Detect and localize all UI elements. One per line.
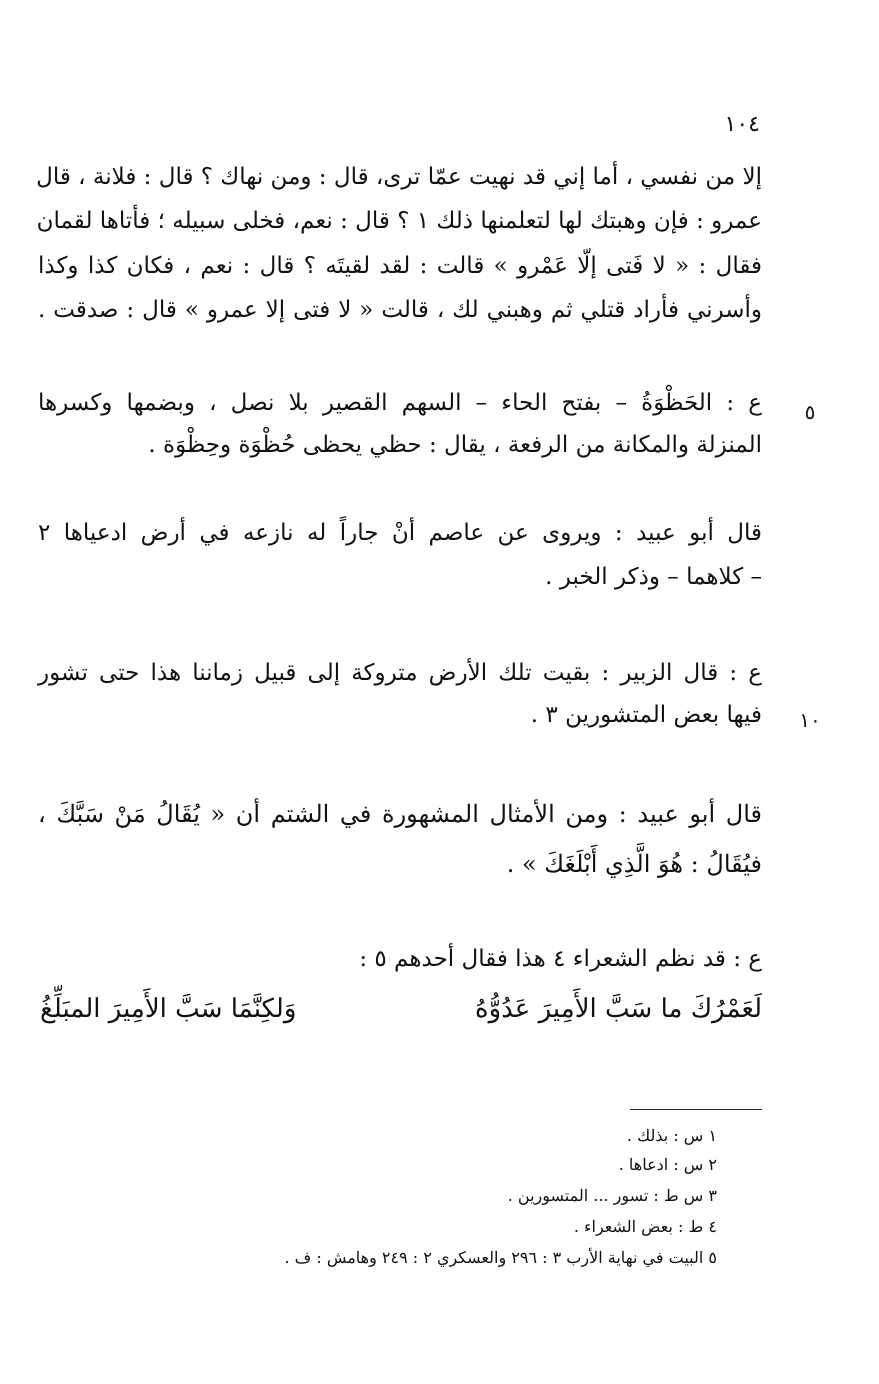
paragraph-1-line-3: فقال : « لا فَتى إلّا عَمْرو » قالت : لقد لقيتَه ؟ قال : نعم ، فكان كذا وكذا — [38, 253, 762, 279]
paragraph-5-line-2: فيُقَالُ : هُوَ الَّذِي أَبْلَغَكَ » . — [506, 850, 762, 878]
verse-first-hemistich: لَعَمْرُكَ ما سَبَّ الأَمِيرَ عَدُوُّهُ — [474, 994, 762, 1024]
margin-line-number-10: ١٠ — [799, 708, 821, 732]
margin-line-number-5: ٥ — [804, 400, 816, 424]
paragraph-2-line-2: المنزلة والمكانة من الرفعة ، يقال : حظي يحظى حُظْوَة وحِظْوَة . — [148, 432, 762, 458]
verse-second-hemistich: وَلكِنَّمَا سَبَّ الأَمِيرَ المبَلِّغُ — [40, 994, 297, 1024]
paragraph-4-line-2: فيها بعض المتشورين ٣ . — [530, 702, 762, 728]
page-number: ١٠٤ — [724, 112, 760, 137]
paragraph-5-line-1: قال أبو عبيد : ومن الأمثال المشهورة في الشتم أن « يُقَالُ مَنْ سَبَّكَ ، — [38, 800, 762, 828]
paragraph-1-line-1: إلا من نفسي ، أما إني قد نهيت عمّا ترى، قال : ومن نهاك ؟ قال : فلانة ، قال — [36, 164, 762, 190]
poetry-verse — [40, 994, 762, 1034]
footnote-4: ٤ ط : بعض الشعراء . — [573, 1217, 717, 1236]
paragraph-4-line-1: ع : قال الزبير : بقيت تلك الأرض متروكة إلى قبيل زماننا هذا حتى تشور — [38, 660, 762, 686]
footnote-2: ٢ س : ادعاها . — [618, 1155, 717, 1174]
paragraph-6-line-1: ع : قد نظم الشعراء ٤ هذا فقال أحدهم ٥ : — [359, 946, 762, 972]
footnote-5: ٥ البيت في نهاية الأرب ٣ : ٢٩٦ والعسكري ٢ : ٢٤٩ وهامش : ف . — [284, 1248, 717, 1267]
paragraph-2-line-1: ع : الحَظْوَةُ – بفتح الحاء – السهم القصير بلا نصل ، وبضمها وكسرها — [38, 390, 762, 416]
footnote-divider — [630, 1109, 762, 1110]
paragraph-3-line-1: قال أبو عبيد : ويروى عن عاصم أنْ جاراً له نازعه في أرض ادعياها ٢ — [38, 520, 762, 546]
paragraph-1-line-2: عمرو : فإن وهبتك لها لتعلمنها ذلك ١ ؟ قال : نعم، فخلى سبيله ؛ فأتاها لقمان — [36, 208, 762, 234]
footnote-1: ١ س : بذلك . — [626, 1126, 717, 1145]
footnote-3: ٣ س ط : تسور ... المتسورين . — [507, 1186, 717, 1205]
paragraph-3-line-2: – كلاهما – وذكر الخبر . — [545, 564, 762, 590]
paragraph-1-line-4: وأسرني فأراد قتلي ثم وهبني لك ، قالت « لا فتى إلا عمرو » قال : صدقت . — [38, 297, 762, 323]
